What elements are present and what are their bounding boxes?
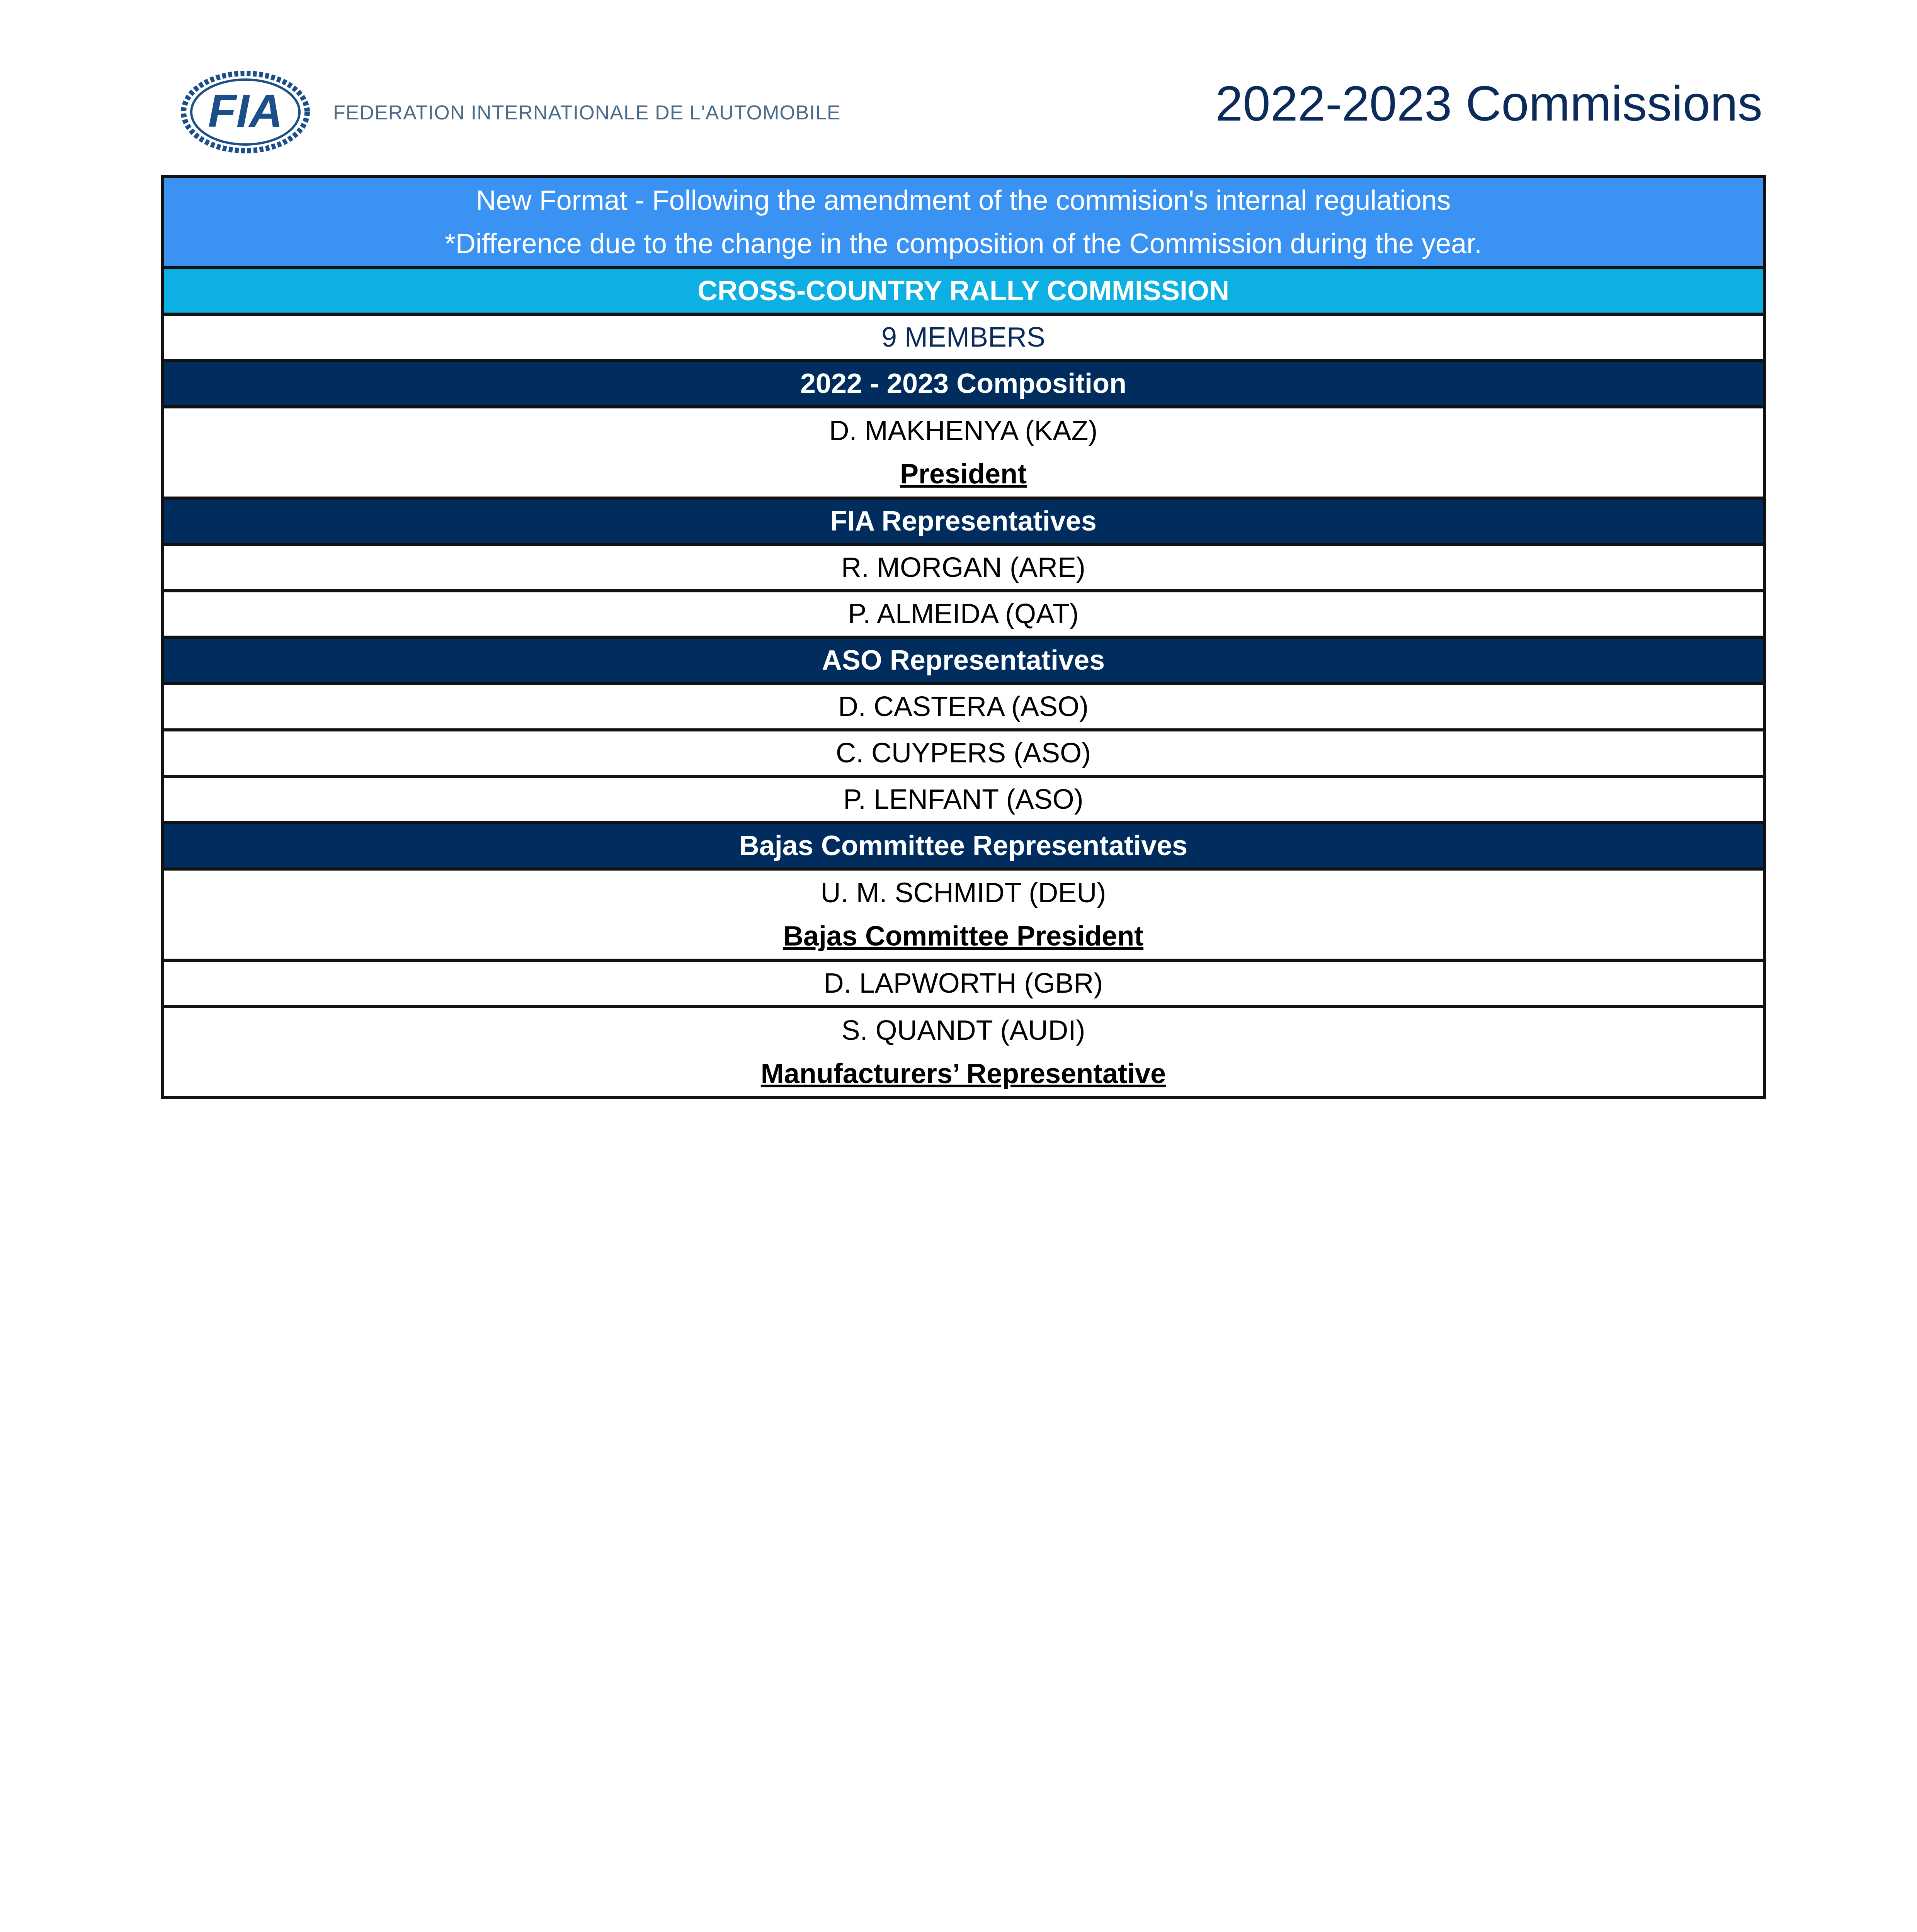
format-note-line-1: New Format - Following the amendment of the commision's internal regulations bbox=[476, 185, 1451, 216]
format-note-row bbox=[162, 177, 1764, 268]
fia-logo bbox=[180, 70, 311, 155]
commission-table bbox=[161, 175, 1766, 1099]
table-row bbox=[162, 684, 1764, 730]
fia-heading-row bbox=[162, 498, 1764, 544]
table-row bbox=[162, 776, 1764, 823]
fia-heading: FIA Representatives bbox=[162, 498, 1764, 544]
format-note-line-2: *Difference due to the change in the composition of the Commission during the year. bbox=[444, 228, 1482, 259]
composition-heading-row bbox=[162, 361, 1764, 407]
bajas-president-row bbox=[162, 869, 1764, 960]
aso-heading: ASO Representatives bbox=[162, 637, 1764, 684]
aso-rep-3: P. LENFANT (ASO) bbox=[162, 776, 1764, 823]
table-row bbox=[162, 591, 1764, 637]
manufacturer-cell bbox=[162, 1007, 1764, 1098]
table-row bbox=[162, 544, 1764, 591]
fia-logo-text: FIA bbox=[208, 85, 283, 137]
bajas-president-role: Bajas Committee President bbox=[783, 921, 1144, 952]
bajas-rep: D. LAPWORTH (GBR) bbox=[162, 960, 1764, 1007]
manufacturer-name: S. QUANDT (AUDI) bbox=[841, 1015, 1085, 1046]
bajas-president-cell bbox=[162, 869, 1764, 960]
president-name: D. MAKHENYA (KAZ) bbox=[829, 415, 1098, 446]
manufacturer-row bbox=[162, 1007, 1764, 1098]
fia-rep-2: P. ALMEIDA (QAT) bbox=[162, 591, 1764, 637]
aso-rep-1: D. CASTERA (ASO) bbox=[162, 684, 1764, 730]
table-row bbox=[162, 960, 1764, 1007]
president-row bbox=[162, 407, 1764, 498]
aso-rep-2: C. CUYPERS (ASO) bbox=[162, 730, 1764, 776]
format-note-cell bbox=[162, 177, 1764, 268]
president-role: President bbox=[900, 459, 1027, 490]
aso-heading-row bbox=[162, 637, 1764, 684]
table-row bbox=[162, 730, 1764, 776]
organization-name: FEDERATION INTERNATIONALE DE L'AUTOMOBILE bbox=[333, 102, 841, 124]
commission-name: CROSS-COUNTRY RALLY COMMISSION bbox=[162, 268, 1764, 314]
manufacturer-role: Manufacturers’ Representative bbox=[760, 1058, 1166, 1089]
fia-logo-icon bbox=[180, 70, 311, 155]
bajas-heading-row bbox=[162, 823, 1764, 869]
composition-heading: 2022 - 2023 Composition bbox=[162, 361, 1764, 407]
bajas-president-name: U. M. SCHMIDT (DEU) bbox=[820, 878, 1106, 908]
commission-name-row bbox=[162, 268, 1764, 314]
bajas-heading: Bajas Committee Representatives bbox=[162, 823, 1764, 869]
members-count-row bbox=[162, 314, 1764, 361]
page-title: 2022-2023 Commissions bbox=[1215, 76, 1762, 131]
president-cell bbox=[162, 407, 1764, 498]
members-count: 9 MEMBERS bbox=[162, 314, 1764, 361]
fia-rep-1: R. MORGAN (ARE) bbox=[162, 544, 1764, 591]
